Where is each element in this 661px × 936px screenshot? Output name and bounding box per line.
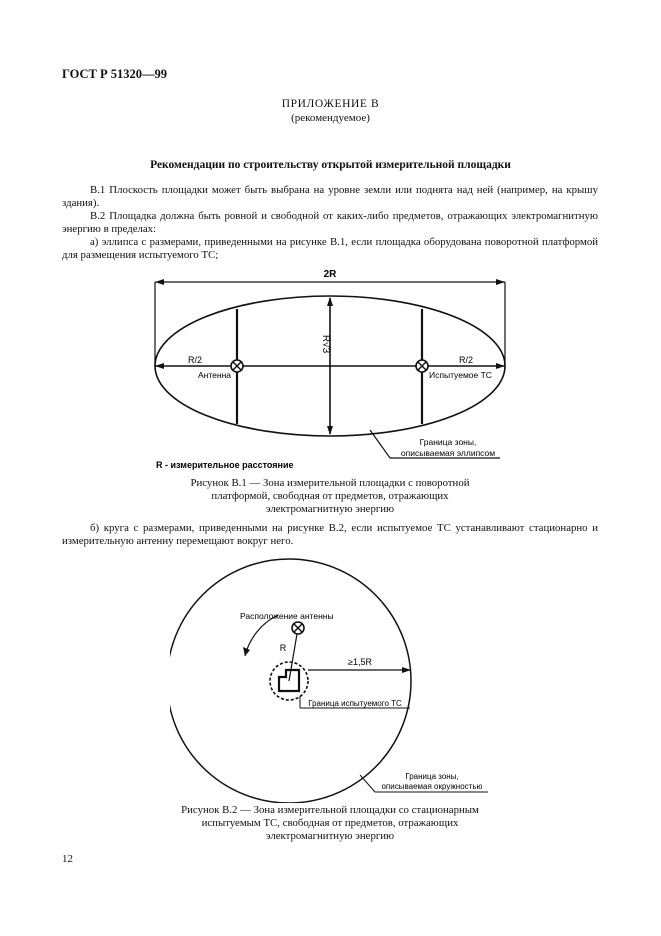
label-eut-boundary: Граница испытуемого ТС: [308, 699, 402, 708]
label-2r: 2R: [323, 269, 337, 280]
leader-line-boundary: [370, 430, 390, 458]
figure2-caption-line1: Рисунок В.2 — Зона измерительной площадки со стационарным: [181, 804, 479, 816]
eut-symbol-icon: [416, 360, 428, 372]
appendix-title: ПРИЛОЖЕНИЕ В: [281, 98, 380, 110]
figure2-caption: [140, 804, 520, 843]
antenna-symbol-icon: [231, 360, 243, 372]
paragraph-b2b: б) круга с размерами, приведенными на рисунке В.2, если испытуемое ТС устанавливают стационарно и измерительную антенну перемещают вокруг него.: [62, 522, 598, 547]
rotation-arrowhead-icon: [243, 647, 250, 656]
leader-zone-boundary: [360, 775, 375, 792]
label-r: R: [279, 643, 287, 653]
rotation-arc: [245, 615, 278, 656]
label-r2-right: R/2: [458, 355, 474, 365]
figure2-caption-line2: испытуемым ТС, свободная от предметов, отражающих: [201, 817, 459, 829]
paragraph-b2: В.2 Площадка должна быть ровной и свободной от каких-либо предметов, отражающих электромагнитную энергию в пределах:: [62, 210, 598, 235]
paragraph-b1: В.1 Плоскость площадки может быть выбрана на уровне земли или поднята над ней (например, на крышу здания).: [62, 184, 598, 209]
page-number: 12: [62, 853, 73, 865]
figure1-caption-line3: электромагнитную энергию: [265, 503, 395, 515]
appendix-subtitle: (рекомендуемое): [291, 112, 370, 124]
figure-ellipse-diagram: [140, 262, 520, 472]
label-r-definition: R - измерительное расстояние: [156, 460, 294, 470]
label-eut: Испытуемое ТС: [429, 370, 492, 380]
paragraph-b2a: а) эллипса с размерами, приведенными на рисунке В.1, если площадка оборудована поворотной платформой для размещения испытуемого ТС;: [62, 236, 598, 261]
figure-circle-diagram: [170, 553, 490, 803]
arrowhead-axis-left: [155, 363, 164, 369]
figure1-caption-line1: Рисунок В.1 — Зона измерительной площадки с поворотной: [190, 477, 470, 489]
label-15r: ≥1,5R: [348, 657, 372, 667]
zone-circle: [170, 559, 411, 803]
arrowhead-right: [496, 279, 505, 285]
section-title: Рекомендации по строительству открытой измерительной площадки: [150, 159, 511, 171]
label-antenna: Антенна: [197, 370, 231, 380]
arrowhead-axis-right: [496, 363, 505, 369]
label-zone-boundary-line2: описываемая окружностью: [381, 782, 483, 791]
figure1-caption-line2: платформой, свободная от предметов, отражающих: [211, 490, 449, 502]
document-code: ГОСТ Р 51320—99: [62, 67, 168, 81]
label-r2-left: R/2: [187, 355, 203, 365]
arrowhead-bottom: [327, 426, 333, 435]
figure2-caption-line3: электромагнитную энергию: [265, 830, 395, 842]
label-zone-boundary-line1: Граница зоны,: [405, 772, 459, 781]
label-antenna-position: Расположение антенны: [240, 611, 334, 621]
figure1-caption: [140, 477, 520, 516]
antenna-position-icon: [292, 622, 304, 634]
label-boundary-line1: Граница зоны,: [419, 437, 477, 447]
arrowhead-left: [155, 279, 164, 285]
label-boundary-line2: описываемая эллипсом: [400, 448, 496, 458]
label-r3: R√3: [320, 334, 331, 354]
arrowhead-top: [327, 297, 333, 306]
radius-line-r: [289, 628, 298, 681]
